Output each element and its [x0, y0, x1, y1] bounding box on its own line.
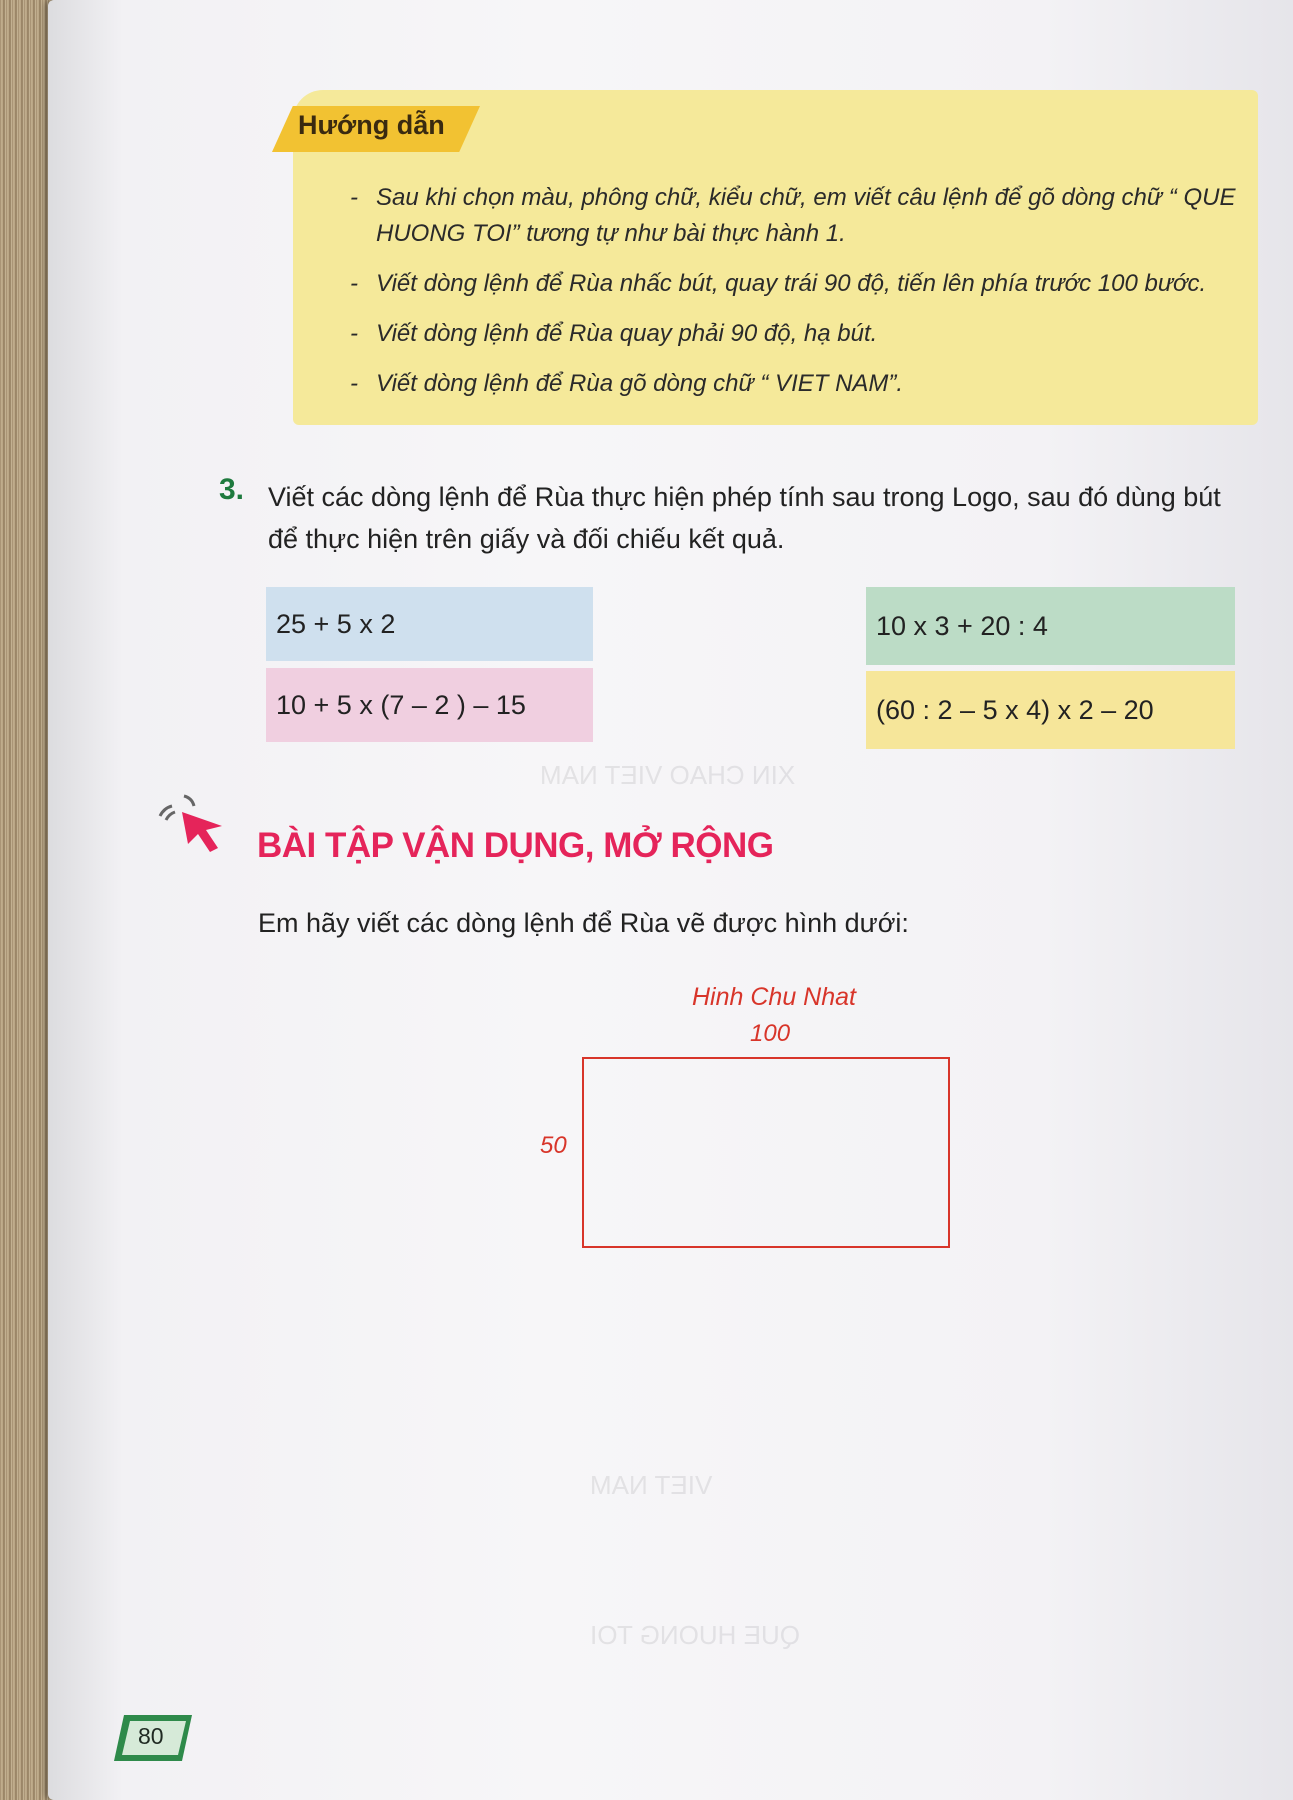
figure-caption: Hinh Chu Nhat — [692, 983, 856, 1011]
guide-item-text: Viết dòng lệnh để Rùa nhấc bút, quay trái 90 độ, tiến lên phía trước 100 bước. — [376, 270, 1207, 297]
figure-height-label: 50 — [540, 1132, 567, 1159]
guide-item-text: Sau khi chọn màu, phông chữ, kiểu chữ, em viết câu lệnh để gõ dòng chữ “ QUE HUONG TOI” tương tự như bài thực hành 1. — [376, 184, 1236, 247]
figure-width-label: 100 — [750, 1020, 791, 1047]
guide-item-text: Viết dòng lệnh để Rùa quay phải 90 độ, hạ bút. — [376, 320, 878, 347]
guide-item: - Viết dòng lệnh để Rùa gõ dòng chữ “ VIET NAM”. — [350, 370, 904, 397]
guide-tag-label: Hướng dẫn — [298, 110, 445, 140]
guide-item: - Viết dòng lệnh để Rùa quay phải 90 độ, hạ bút. — [350, 320, 878, 347]
expression-box: 10 + 5 x (7 – 2 ) – 15 — [266, 668, 593, 742]
guide-list — [350, 180, 1250, 416]
question-number: 3. — [219, 473, 245, 506]
show-through-text: VIET NAM — [590, 1470, 713, 1500]
page-number: 80 — [138, 1723, 164, 1749]
show-through-text: XIN CHAO VIET NAM — [540, 760, 796, 790]
expression-box: (60 : 2 – 5 x 4) x 2 – 20 — [866, 671, 1235, 749]
task-text: Em hãy viết các dòng lệnh để Rùa vẽ được hình dưới: — [258, 908, 909, 938]
rectangle-figure — [582, 1057, 950, 1248]
expression-box: 25 + 5 x 2 — [266, 587, 593, 661]
guide-item-text: Viết dòng lệnh để Rùa gõ dòng chữ “ VIET NAM”. — [376, 370, 904, 397]
question-text: Viết các dòng lệnh để Rùa thực hiện phép tính sau trong Logo, sau đó dùng bút để thực hiện trên giấy và đối chiếu kết quả. — [268, 482, 1221, 554]
show-through-text: QUE HUONG TOI — [590, 1620, 800, 1650]
expression-box: 10 x 3 + 20 : 4 — [866, 587, 1235, 665]
section-title: BÀI TẬP VẬN DỤNG, MỞ RỘNG — [257, 826, 774, 865]
cursor-click-icon — [156, 790, 236, 856]
guide-item: - Sau khi chọn màu, phông chữ, kiểu chữ, em viết câu lệnh để gõ dòng chữ “ QUE HUONG TOI” tương tự như bài thực hành 1. — [350, 184, 1236, 247]
guide-item: - Viết dòng lệnh để Rùa nhấc bút, quay trái 90 độ, tiến lên phía trước 100 bước. — [350, 270, 1207, 297]
